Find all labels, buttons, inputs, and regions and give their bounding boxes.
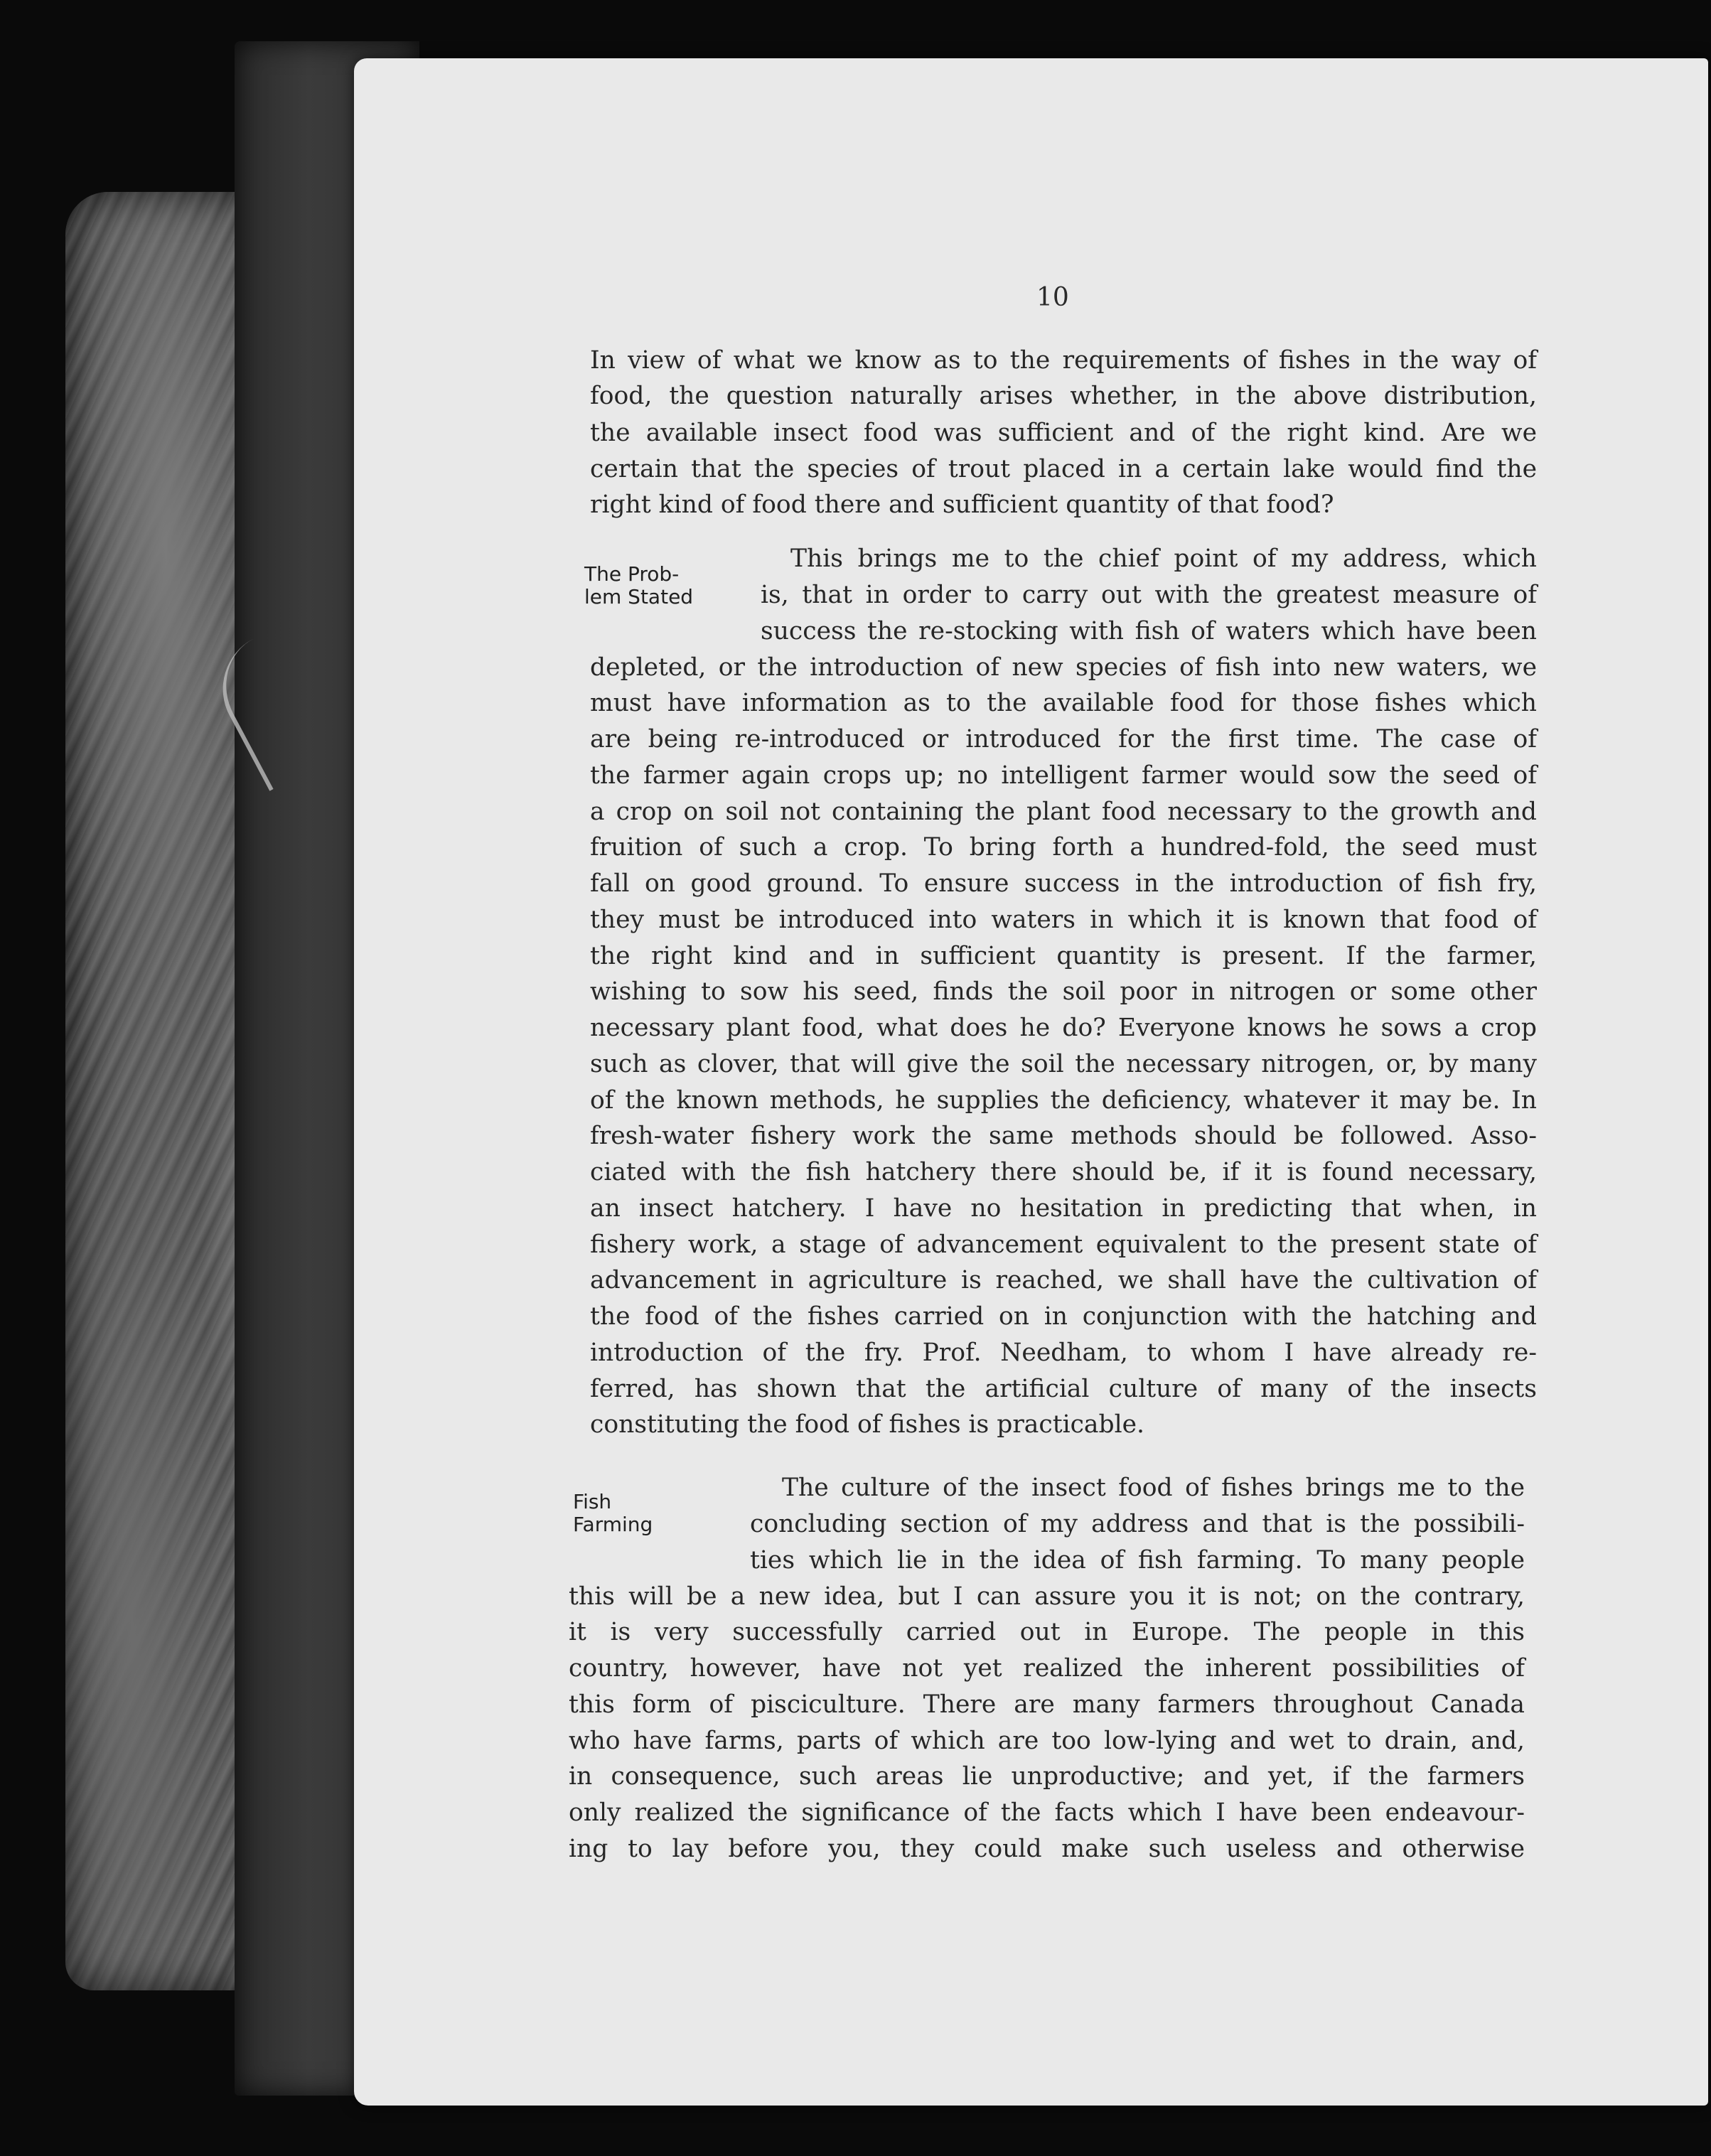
text-line: the right kind and in sufficient quantity is present. If the farmer, (590, 942, 1537, 970)
text-line: in consequence, such areas lie unproductive; and yet, if the farmers (569, 1762, 1525, 1791)
sidenote-line: Fish (573, 1490, 612, 1513)
text-line: concluding section of my address and that is the possibili- (750, 1510, 1525, 1538)
text-line: the available insect food was sufficient and of the right kind. Are we (590, 419, 1537, 447)
text-line: advancement in agriculture is reached, we shall have the cultivation of (590, 1266, 1537, 1294)
text-line: is, that in order to carry out with the greatest measure of (761, 581, 1537, 609)
text-line: The culture of the insect food of fishes brings me to the (782, 1474, 1525, 1502)
text-line: they must be introduced into waters in which it is known that food of (590, 906, 1537, 934)
text-line: the farmer again crops up; no intelligent farmer would sow the seed of (590, 761, 1537, 790)
sidenote-line: Farming (573, 1513, 653, 1536)
text-line: This brings me to the chief point of my address, which (790, 545, 1537, 573)
text-line: fall on good ground. To ensure success in the introduction of fish fry, (590, 869, 1537, 898)
text-line: necessary plant food, what does he do? Everyone knows he sows a crop (590, 1014, 1537, 1042)
text-line: ciated with the fish hatchery there should be, if it is found necessary, (590, 1158, 1537, 1186)
text-line: wishing to sow his seed, finds the soil poor in nitrogen or some other (590, 977, 1537, 1006)
text-line: depleted, or the introduction of new species of fish into new waters, we (590, 653, 1537, 682)
text-line: certain that the species of trout placed in a certain lake would find the (590, 455, 1537, 483)
text-line: fruition of such a crop. To bring forth a hundred-fold, the seed must (590, 833, 1537, 862)
text-line: food, the question naturally arises whether, in the above distribution, (590, 382, 1537, 410)
text-line: success the re-stocking with fish of waters which have been (761, 617, 1537, 645)
text-line: introduction of the fry. Prof. Needham, to whom I have already re- (590, 1339, 1537, 1367)
sidenote-line: lem Stated (584, 585, 694, 608)
text-line: only realized the significance of the facts which I have been endeavour- (569, 1798, 1525, 1827)
text-line: right kind of food there and sufficient quantity of that food? (590, 490, 1334, 519)
text-line: a crop on soil not containing the plant food necessary to the growth and (590, 798, 1537, 826)
text-line: this will be a new idea, but I can assure you it is not; on the contrary, (569, 1582, 1525, 1611)
text-line: are being re-introduced or introduced for the first time. The case of (590, 725, 1537, 753)
text-line: ferred, has shown that the artificial culture of many of the insects (590, 1375, 1537, 1403)
text-line: constituting the food of fishes is practicable. (590, 1410, 1144, 1439)
text-line: ties which lie in the idea of fish farming. To many people (750, 1546, 1525, 1575)
text-line: In view of what we know as to the requirements of fishes in the way of (590, 346, 1537, 375)
sidenote-fish-farming (573, 1491, 653, 1536)
sidenote-problem-stated (584, 563, 693, 608)
sidenote-line: The Prob- (584, 562, 680, 586)
page-number: 10 (1036, 283, 1069, 312)
text-line: who have farms, parts of which are too low-lying and wet to drain, and, (569, 1727, 1525, 1755)
text-line: must have information as to the available food for those fishes which (590, 689, 1537, 717)
text-line: an insect hatchery. I have no hesitation in predicting that when, in (590, 1194, 1537, 1223)
text-line: fresh-water fishery work the same methods should be followed. Asso- (590, 1122, 1537, 1150)
text-line: of the known methods, he supplies the deficiency, whatever it may be. In (590, 1086, 1537, 1115)
text-line: the food of the fishes carried on in conjunction with the hatching and (590, 1302, 1537, 1331)
text-line: fishery work, a stage of advancement equivalent to the present state of (590, 1230, 1537, 1259)
text-line: such as clover, that will give the soil the necessary nitrogen, or, by many (590, 1050, 1537, 1078)
text-line: country, however, have not yet realized the inherent possibilities of (569, 1654, 1525, 1683)
text-line: ing to lay before you, they could make such useless and otherwise (569, 1835, 1525, 1863)
text-line: this form of pisciculture. There are many farmers throughout Canada (569, 1690, 1525, 1719)
text-line: it is very successfully carried out in Europe. The people in this (569, 1618, 1525, 1646)
